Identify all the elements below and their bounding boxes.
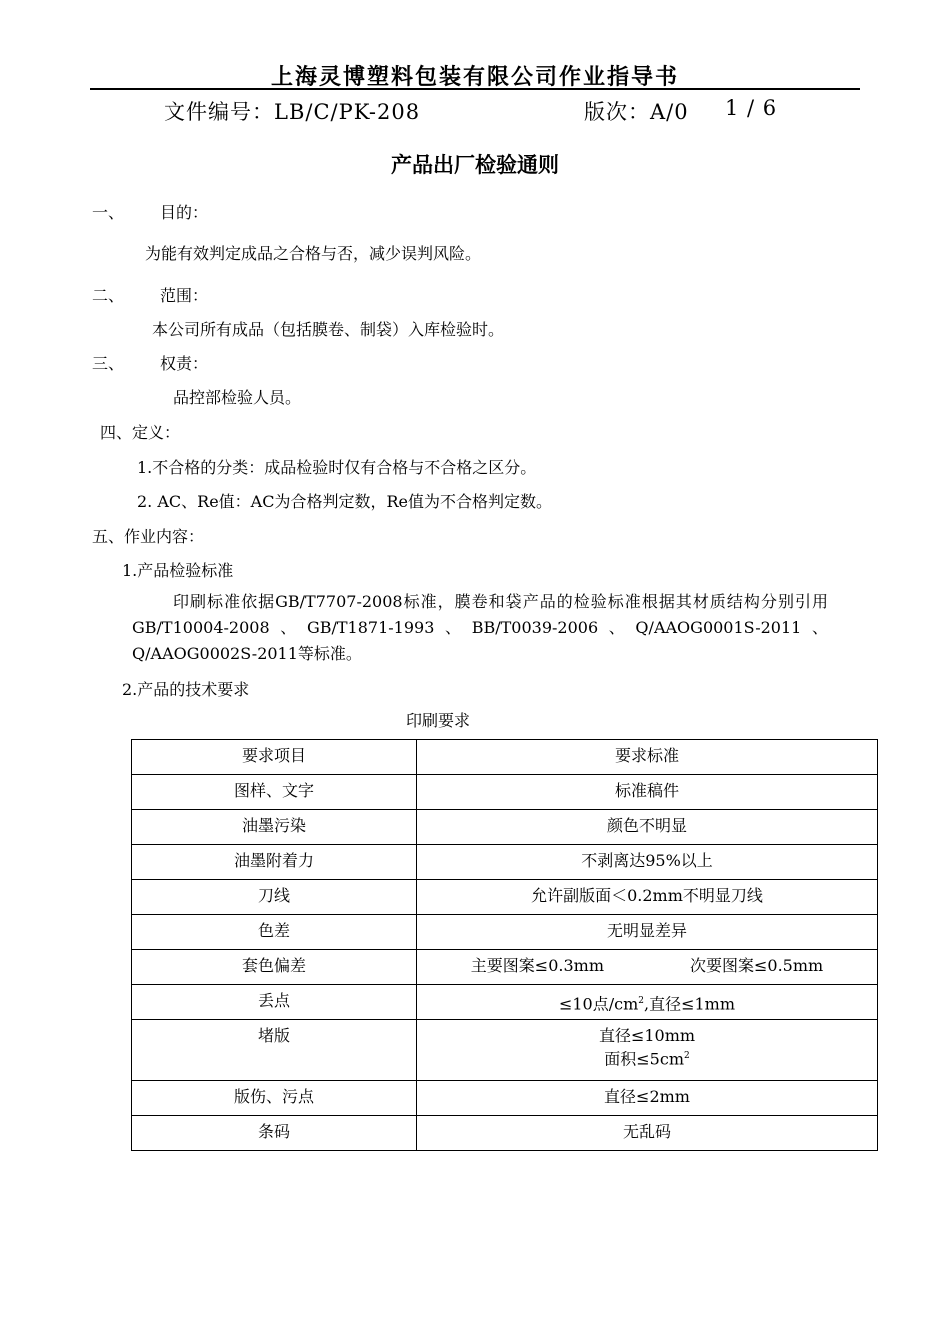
section-3-number: 三、 [92, 354, 125, 373]
table-row [132, 985, 878, 1020]
row-standard: 直径≤10mm 面积$\le 5cm^2$ [417, 1020, 878, 1081]
table-row [132, 915, 878, 950]
page-number: 1 / 6 [725, 96, 778, 120]
table-row [132, 810, 878, 845]
section-1-body: 为能有效判定成品之合格与否，减少误判风险。 [145, 244, 482, 263]
row-item: 油墨附着力 [132, 845, 417, 880]
section-4-item-2: 2. AC、Re值：AC为合格判定数，Re值为不合格判定数。 [137, 492, 552, 511]
row-standard: 无明显差异 [417, 915, 878, 950]
row-standard: 无乱码 [417, 1116, 878, 1151]
header-rule [90, 88, 860, 90]
section-1-heading: 目的： [160, 203, 209, 222]
row-standard [417, 950, 878, 985]
section-5-sub-2: 2.产品的技术要求 [122, 680, 250, 699]
row-item: 油墨污染 [132, 810, 417, 845]
section-3-heading: 权责： [160, 354, 209, 373]
column-header-standard: 要求标准 [417, 740, 878, 775]
row-standard: 标准稿件 [417, 775, 878, 810]
doc-number: 文件编号：LB/C/PK-208 [164, 100, 421, 124]
row-standard: ≤10点$/cm^2$,直径≤1mm [417, 985, 878, 1020]
row-item: 版伤、污点 [132, 1081, 417, 1116]
section-5-heading: 五、作业内容： [92, 527, 205, 546]
row-item: 套色偏差 [132, 950, 417, 985]
row-item: 色差 [132, 915, 417, 950]
version: 版次：A/0 [584, 100, 689, 124]
section-2-heading: 范围： [160, 286, 209, 305]
row-standard-main: 主要图案≤0.3mm [470, 956, 604, 975]
table-row [132, 775, 878, 810]
row-item: 堵版 [132, 1020, 417, 1081]
section-3-body: 品控部检验人员。 [173, 388, 302, 407]
section-5-sub-1: 1.产品检验标准 [122, 561, 234, 580]
row-standard-secondary: 次要图案≤0.5mm [690, 956, 824, 975]
row-standard: 允许副版面＜0.2mm不明显刀线 [417, 880, 878, 915]
table-row [132, 950, 878, 985]
section-4-heading: 四、定义： [100, 423, 181, 442]
table-header-row [132, 740, 878, 775]
section-1-number: 一、 [92, 203, 125, 222]
row-standard: 不剥离达95%以上 [417, 845, 878, 880]
table-row [132, 1020, 878, 1081]
company-header: 上海灵博塑料包装有限公司作业指导书 [270, 64, 679, 90]
print-requirements-table [131, 739, 878, 1151]
row-standard: 直径≤2mm [417, 1081, 878, 1116]
table-row [132, 880, 878, 915]
row-item: 丢点 [132, 985, 417, 1020]
table-row [132, 1116, 878, 1151]
section-5-sub-1-body: 印刷标准依据GB/T7707-2008标准，膜卷和袋产品的检验标准根据其材质结构分别引用GB/T10004-2008、GB/T1871-1993、BB/T0039-2006、Q/AAOG0001S-2011、Q/AAOG0002S-2011等标准。 [132, 592, 828, 663]
document-title: 产品出厂检验通则 [391, 152, 559, 177]
table-caption: 印刷要求 [405, 711, 470, 730]
table-row [132, 1081, 878, 1116]
row-item: 图样、文字 [132, 775, 417, 810]
column-header-item: 要求项目 [132, 740, 417, 775]
section-2-body: 本公司所有成品（包括膜卷、制袋）入库检验时。 [152, 320, 505, 339]
section-2-number: 二、 [92, 286, 125, 305]
row-item: 刀线 [132, 880, 417, 915]
table-row [132, 845, 878, 880]
row-item: 条码 [132, 1116, 417, 1151]
section-4-item-1: 1.不合格的分类：成品检验时仅有合格与不合格之区分。 [137, 458, 537, 477]
row-standard: 颜色不明显 [417, 810, 878, 845]
